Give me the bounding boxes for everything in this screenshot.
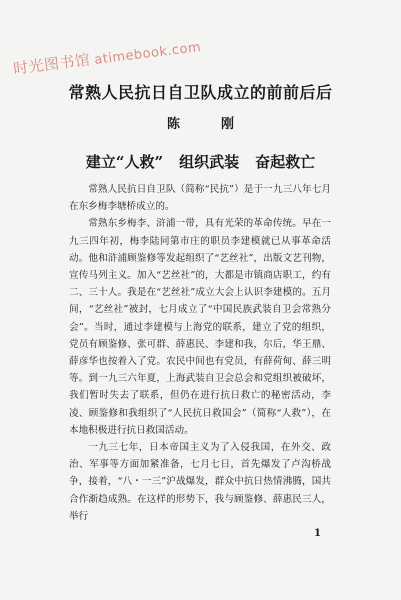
body-paragraph-1: 常熟人民抗日自卫队（简称“民抗”）是于一九三八年七月在东乡梅李塘桥成立的。 bbox=[69, 184, 331, 213]
section-heading-part-2: 组织武装 bbox=[179, 153, 240, 171]
section-heading-part-1: 建立“人救” bbox=[85, 153, 164, 171]
watermark-site-name: 时光图书馆 bbox=[12, 50, 92, 78]
article-title: 常熟人民抗日自卫队成立的前前后后 bbox=[68, 83, 333, 102]
watermark-site-url: atimebook.com bbox=[93, 39, 202, 68]
watermark bbox=[12, 35, 202, 79]
section-heading bbox=[0, 151, 401, 172]
body-paragraph-3: 一九三七年，日本帝国主义为了入侵我国，在外交、政治、军事等方面加紧准备，七月七日，首先爆发了卢沟桥战争，接着，“八・一三”沪战爆发，群众中抗日热情沸腾，国共合作渐趋成熟。在这样的形势下，我与顾鉴修、薛惠民三人，举行 bbox=[69, 442, 331, 522]
body-paragraph-2: 常熟东乡梅李、浒浦一带，具有光荣的革命传统。早在一九三四年初，梅李陆同第市庄的职员李建模就已从事革命活动。他和浒浦顾鉴修等发起组织了“艺丝社”，出版文艺刊物，宣传马列主义。加入“艺丝社”的，大都是市镇商店职工，约有二、三十人。我是在“艺丝社”成立大会上认识李建模的。五月间，“艺丝社”被封，七月成立了“中国民族武装自卫会常熟分会”。当时，通过李建模与上海党的联系，建立了党的组织，党员有顾鉴修、张可群、薛惠民、李建和我，尔后，华王鼎、薛彦华也按着入了党。农民中间也有党员，有薛荷甸、薛三明等。到一九三六年夏，上海武装自卫会总会和党组织被破坏，我们暂时失去了联系，但仍在进行抗日救亡的秘密活动，李凌、顾鉴修和我组织了“人民抗日救国会”（简称“人救”），在本地积极进行抗日救国活动。 bbox=[69, 218, 331, 436]
article-body bbox=[69, 181, 331, 525]
section-heading-part-3: 奋起救亡 bbox=[255, 153, 316, 171]
author-name: 陈 刚 bbox=[166, 117, 248, 132]
page-number: 1 bbox=[314, 528, 321, 539]
